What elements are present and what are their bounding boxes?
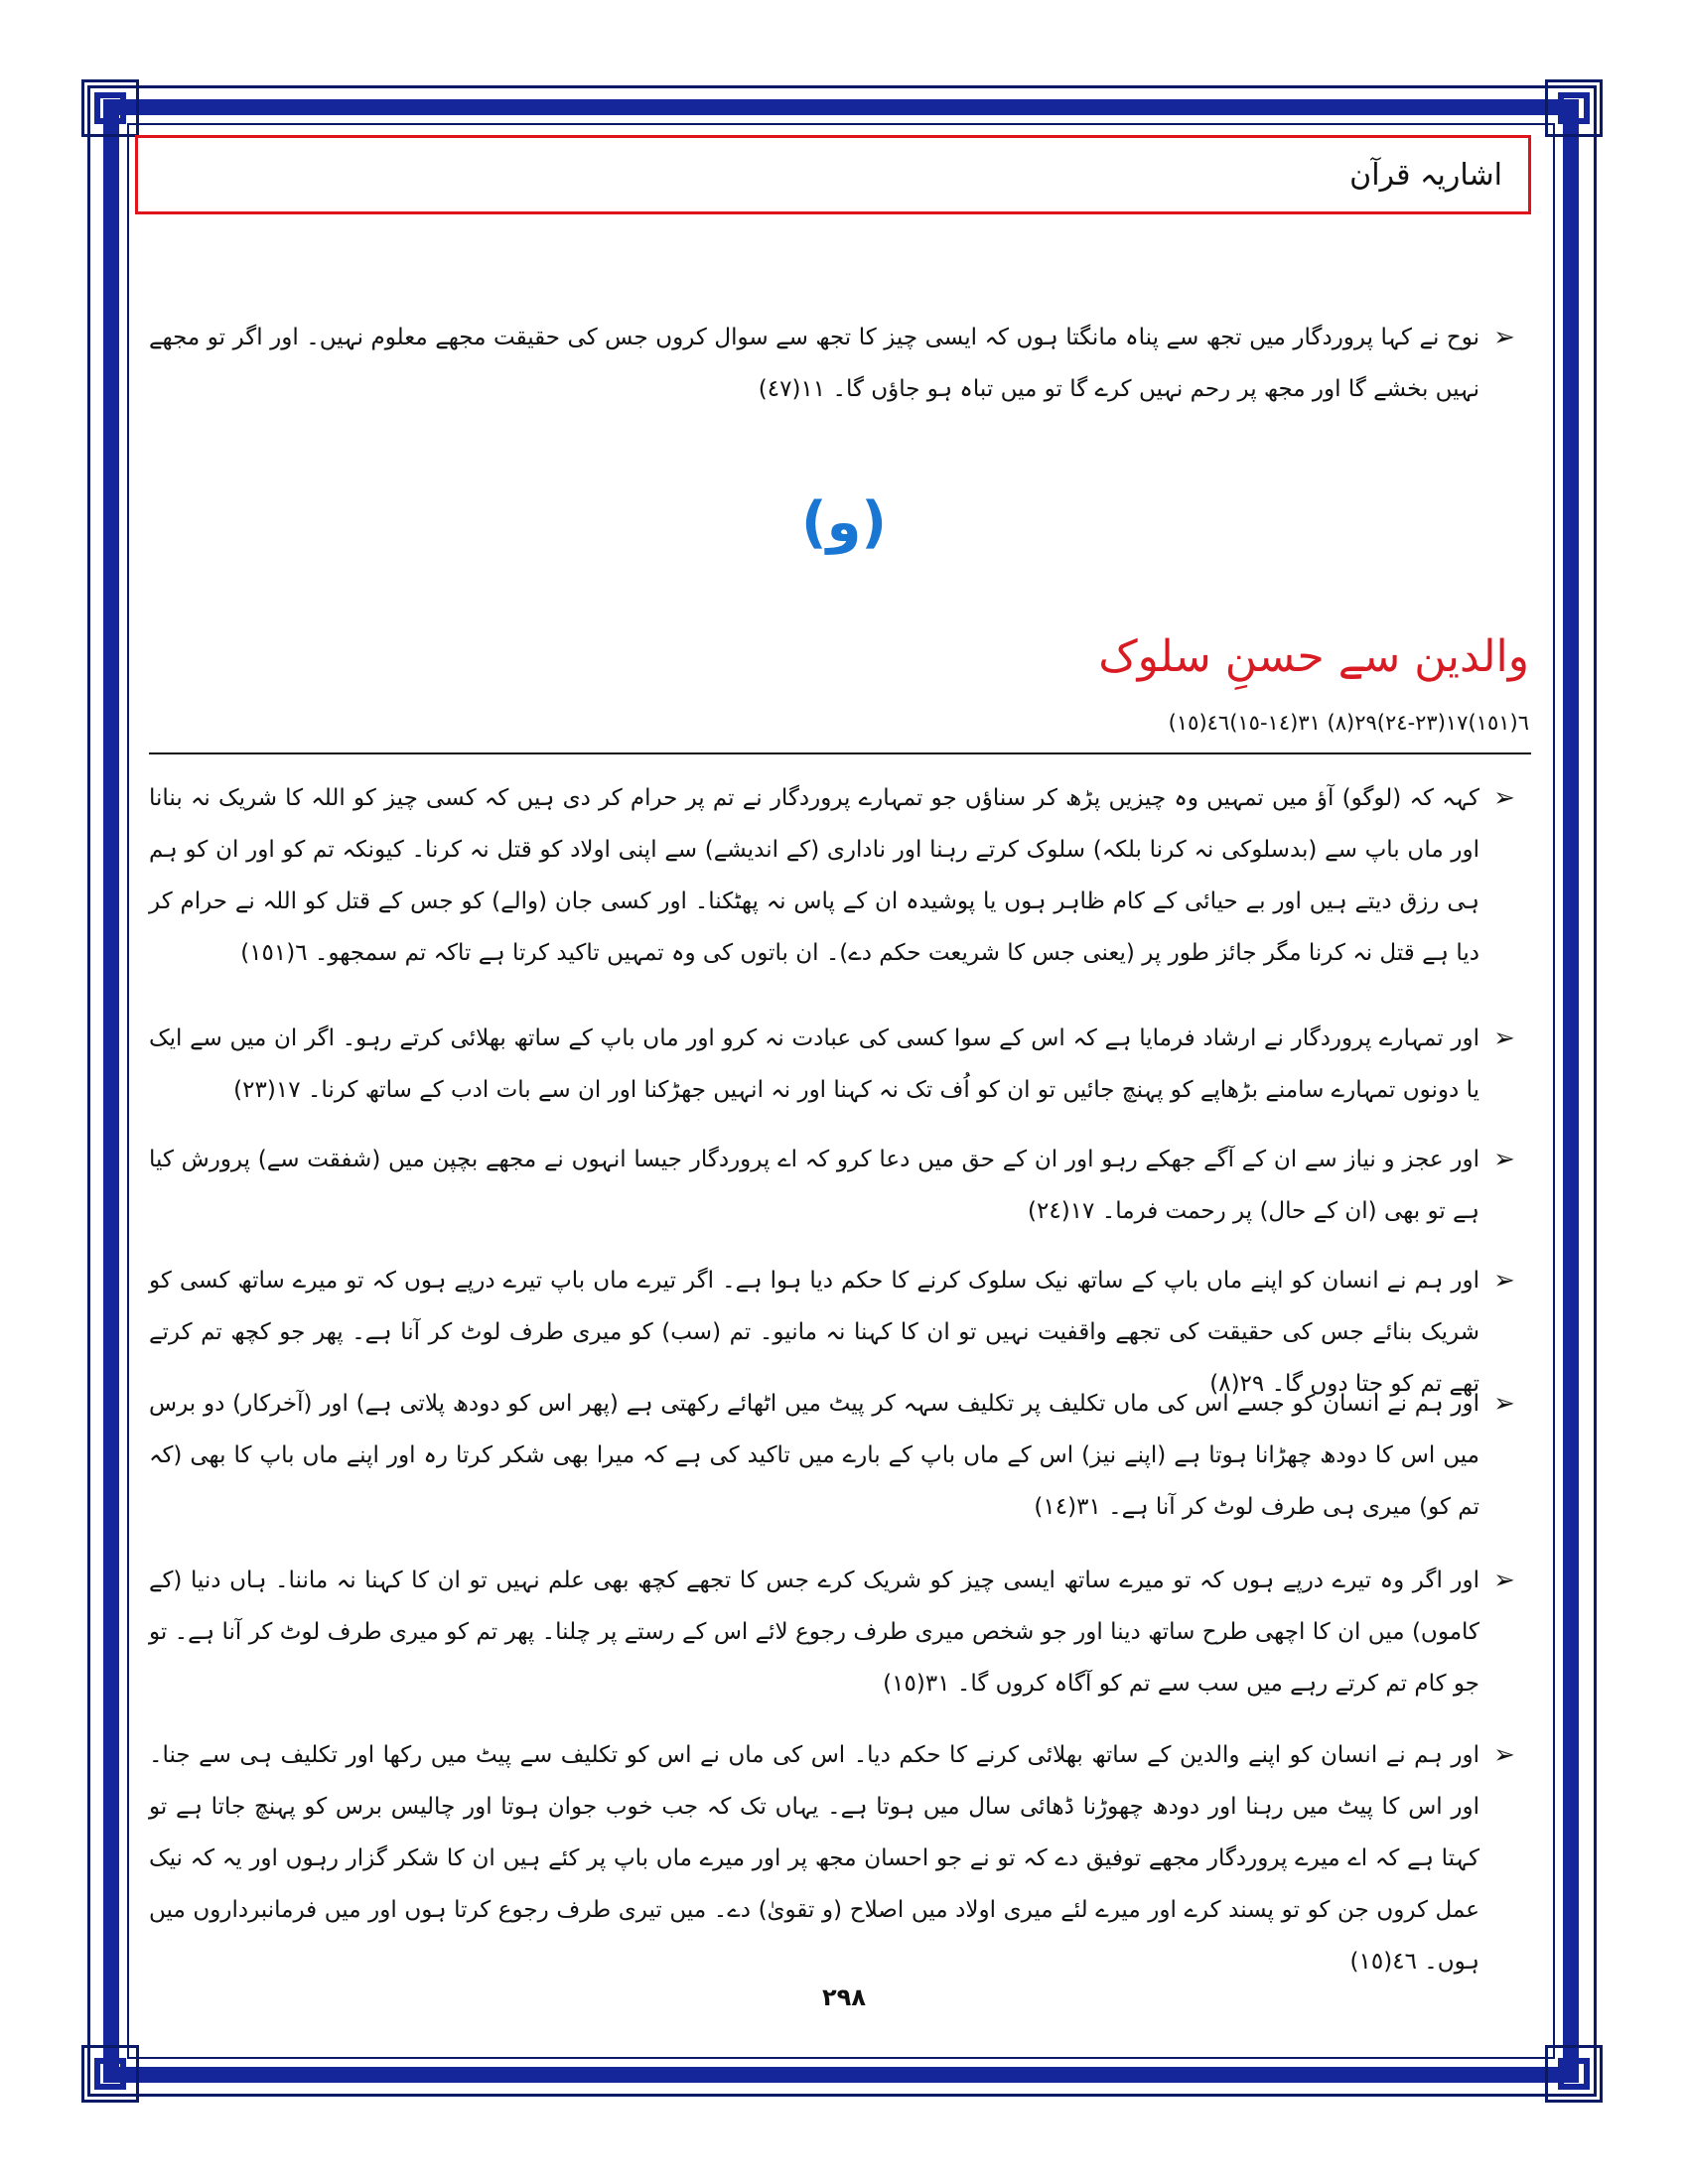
header-box — [135, 135, 1531, 214]
list-item — [149, 1729, 1529, 1987]
header-title: اشاریہ قرآن — [1349, 157, 1502, 193]
bullet-arrow-icon: ➢ — [1493, 1740, 1515, 1770]
bullet-arrow-icon: ➢ — [1493, 783, 1515, 813]
list-item-text: اور اگر وہ تیرے درپے ہوں کہ تو میرے ساتھ ایسی چیز کو شریک کرے جس کا تجھے کچھ بھی علم نہیں تو ان کا کہنا نہ ماننا۔ ہاں دنیا (کے کاموں) میں ان کا اچھی طرح ساتھ دینا اور جو شخص میری طرف رجوع لائے اس کے رستے پر چلنا۔ پھر تم کو میری طرف لوٹ کر آنا ہے۔ تو جو کام تم کرتے رہے میں سب سے تم کو آگاہ کروں گا۔ ٣١(١٥) — [149, 1568, 1479, 1697]
bullet-arrow-icon: ➢ — [1493, 1145, 1515, 1174]
frame-corner-bottom-left — [81, 2045, 139, 2103]
list-item-text: اور ہم نے انسان کو اپنے والدین کے ساتھ بھلائی کرنے کا حکم دیا۔ اس کی ماں نے اس کو تکلیف سے پیٹ میں رکھا اور تکلیف ہی سے جنا۔ اور اس کا پیٹ میں رہنا اور دودھ چھوڑنا ڈھائی سال میں ہوتا ہے۔ یہاں تک کہ جب خوب جوان ہوتا اور چالیس برس کو پہنچ جاتا ہے تو کہتا ہے کہ اے میرے پروردگار مجھے توفیق دے کہ تو نے جو احسان مجھ پر اور میرے ماں باپ پر کئے ہیں ان کا شکر گزار رہوں اور یہ کہ نیک عمل کروں جن کو تو پسند کرے اور میرے لئے میری اولاد میں اصلاح (و تقویٰ) دے۔ میں تیری طرف رجوع کرتا ہوں اور میں فرمانبرداروں میں ہوں۔ ٤٦(١٥) — [149, 1742, 1479, 1975]
frame-corner-bottom-right — [1545, 2045, 1603, 2103]
list-item-text: اور تمہارے پروردگار نے ارشاد فرمایا ہے کہ اس کے سوا کسی کی عبادت نہ کرو اور ماں باپ کے ساتھ بھلائی کرتے رہو۔ اگر ان میں سے ایک یا دونوں تمہارے سامنے بڑھاپے کو پہنچ جائیں تو ان کو اُف تک نہ کہنا اور نہ انہیں جھڑکنا اور ان سے بات ادب کے ساتھ کرنا۔ ١٧(٢٣) — [149, 1025, 1479, 1103]
list-item — [149, 1013, 1529, 1116]
bullet-arrow-icon: ➢ — [1493, 1024, 1515, 1053]
bullet-arrow-icon: ➢ — [1493, 1389, 1515, 1419]
list-item — [149, 1134, 1529, 1237]
list-item-text: نوح نے کہا پروردگار میں تجھ سے پناہ مانگتا ہوں کہ ایسی چیز کا تجھ سے سوال کروں جس کی حقیقت مجھے معلوم نہیں۔ اور اگر تو مجھے نہیں بخشے گا اور مجھ پر رحم نہیں کرے گا تو میں تباہ ہو جاؤں گا۔ ١١(٤٧) — [149, 325, 1479, 402]
list-item — [149, 1555, 1529, 1709]
section-heading: والدین سے حسنِ سلوک — [1098, 631, 1529, 682]
bullet-arrow-icon: ➢ — [1493, 323, 1515, 352]
bullet-arrow-icon: ➢ — [1493, 1566, 1515, 1595]
frame-corner-top-right — [1545, 79, 1603, 137]
bullet-arrow-icon: ➢ — [1493, 1266, 1515, 1296]
list-item — [149, 312, 1529, 415]
list-item-text: اور ہم نے انسان کو اپنے ماں باپ کے ساتھ نیک سلوک کرنے کا حکم دیا ہوا ہے۔ اگر تیرے ماں باپ تیرے درپے ہوں کہ تو میرے ساتھ کسی کو شریک بنائے جس کی حقیقت کی تجھے واقفیت نہیں تو ان کا کہنا نہ مانیو۔ تم (سب) کو میری طرف لوٹ کر آنا ہے۔ پھر جو کچھ تم کرتے تھے تم کو جتا دوں گا۔ ٢٩(٨) — [149, 1268, 1479, 1397]
list-item-text: اور ہم نے انسان کو جسے اس کی ماں تکلیف پر تکلیف سہہ کر پیٹ میں اٹھائے رکھتی ہے (پھر اس کو دودھ پلاتی ہے) اور (آخرکار) دو برس میں اس کا دودھ چھڑانا ہوتا ہے (اپنے نیز) اس کے ماں باپ کے بارے میں تاکید کی ہے کہ میرا بھی شکر کرتا رہ اور اپنے ماں باپ کا بھی (کہ تم کو) میری ہی طرف لوٹ کر آنا ہے۔ ٣١(١٤) — [149, 1391, 1479, 1520]
section-divider — [149, 752, 1531, 754]
list-item-text: اور عجز و نیاز سے ان کے آگے جھکے رہو اور ان کے حق میں دعا کرو کہ اے پروردگار جیسا انہوں نے مجھے بچپن میں (شفقت سے) پرورش کیا ہے تو بھی (ان کے حال) پر رحمت فرما۔ ١٧(٢٤) — [149, 1147, 1479, 1224]
frame-corner-top-left — [81, 79, 139, 137]
page-number: ٢٩٨ — [822, 1983, 866, 2011]
list-item — [149, 772, 1529, 979]
list-item-text: کہہ کہ (لوگو) آؤ میں تمہیں وہ چیزیں پڑھ کر سناؤں جو تمہارے پروردگار نے تم پر حرام کر دی ہیں کہ کسی چیز کو اللہ کا شریک نہ بنانا اور ماں باپ سے (بدسلوکی نہ کرنا بلکہ) سلوک کرتے رہنا اور ناداری (کے اندیشے) سے اپنی اولاد کو قتل نہ کرنا۔ کیونکہ تم کو اور ان کو ہم ہی رزق دیتے ہیں اور بے حیائی کے کام ظاہر ہوں یا پوشیدہ ان کے پاس نہ پھٹکنا۔ اور کسی جان (والے) کو جس کے قتل کو اللہ نے حرام کر دیا ہے قتل نہ کرنا مگر جائز طور پر (یعنی جس کا شریعت حکم دے)۔ ان باتوں کی وہ تمہیں تاکید کرتا ہے تاکہ تم سمجھو۔ ٦(١٥١) — [149, 785, 1479, 966]
list-item — [149, 1378, 1529, 1533]
section-references: ٦(١٥١)١٧(٢٣-٢٤)٢٩(٨) ٣١(١٤-١٥)٤٦(١٥) — [1168, 711, 1529, 735]
section-letter: (و) — [801, 490, 887, 555]
